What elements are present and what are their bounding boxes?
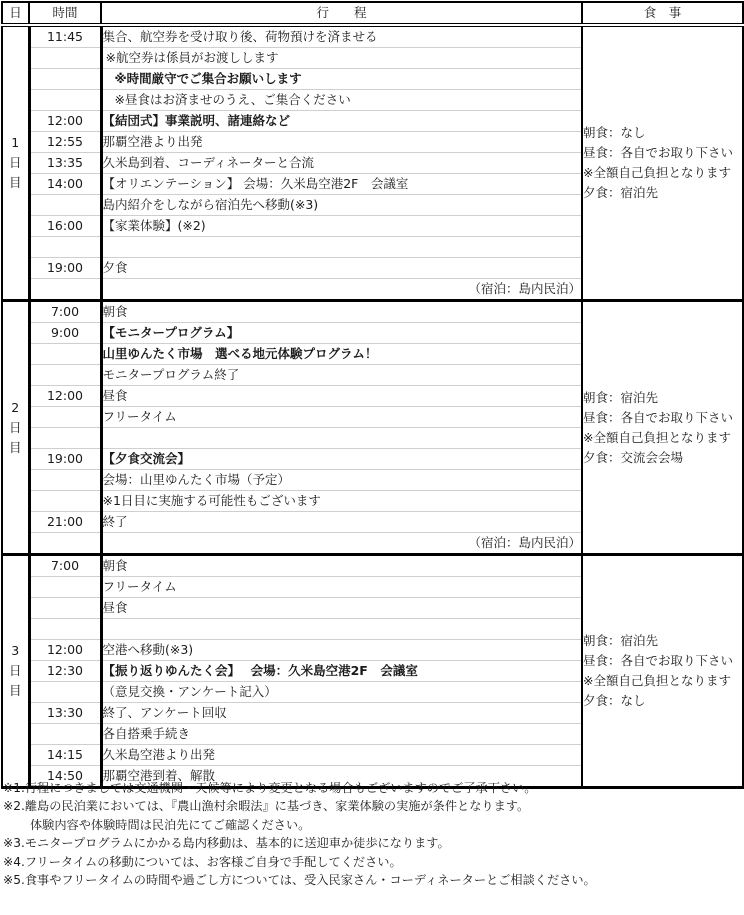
footnote-1: ※1.行程につきましては交通機関・天候等により変更となる場合もございますのでご了承下さい。	[3, 781, 537, 795]
time-cell	[29, 48, 101, 69]
itinerary-cell: 各自搭乗手続き	[101, 724, 582, 745]
time-cell	[29, 470, 101, 491]
time-cell	[29, 69, 101, 90]
time-cell	[29, 491, 101, 512]
time-cell	[29, 365, 101, 386]
itinerary-cell	[101, 428, 582, 449]
time-cell	[29, 598, 101, 619]
time-cell: 7:00	[29, 555, 101, 577]
itinerary-cell: 終了	[101, 512, 582, 533]
meal-lunch: 昼食：各自でお取り下さい	[583, 409, 734, 425]
itinerary-cell: 【モニタープログラム】	[101, 323, 582, 344]
itinerary-cell: 夕食	[101, 258, 582, 279]
itinerary-cell	[101, 237, 582, 258]
time-cell	[29, 407, 101, 428]
itinerary-cell: フリータイム	[101, 577, 582, 598]
itinerary-cell: 空港へ移動(※3)	[101, 640, 582, 661]
meal-breakfast: 朝食：なし	[583, 125, 646, 140]
itinerary-cell: （意見交換・アンケート記入）	[101, 682, 582, 703]
time-cell: 19:00	[29, 449, 101, 470]
itinerary-cell: 久米島空港より出発	[101, 745, 582, 766]
footnote-4: ※4.フリータイムの移動については、お客様ご自身で手配してください。	[3, 854, 402, 869]
itinerary-cell: 昼食	[101, 386, 582, 407]
day-char: 日	[8, 155, 22, 170]
meals-cell	[582, 555, 743, 788]
time-cell: 12:00	[29, 640, 101, 661]
itinerary-cell: 【オリエンテーション】 会場：久米島空港2F 会議室	[101, 174, 582, 195]
schedule-table	[1, 1, 744, 789]
meals-cell	[582, 301, 743, 555]
time-cell	[29, 682, 101, 703]
itinerary-cell: 朝食	[101, 555, 582, 577]
itinerary-cell: 昼食	[101, 598, 582, 619]
time-cell	[29, 724, 101, 745]
time-cell: 13:35	[29, 153, 101, 174]
day-char: 目	[8, 439, 22, 455]
itinerary-cell: モニタープログラム終了	[101, 365, 582, 386]
itinerary-cell: 終了、アンケート回収	[101, 703, 582, 724]
itinerary-cell: フリータイム	[101, 407, 582, 428]
time-cell: 11:45	[29, 25, 101, 48]
meal-dinner: 夕食：なし	[583, 693, 646, 708]
time-cell: 12:00	[29, 386, 101, 407]
itinerary-cell: 【家業体験】(※2)	[101, 216, 582, 237]
day-1-block	[2, 25, 743, 301]
header-day: 日	[2, 2, 29, 25]
meals-cell	[582, 25, 743, 301]
time-cell	[29, 195, 101, 216]
time-cell: 12:00	[29, 111, 101, 132]
itinerary-cell: 朝食	[101, 301, 582, 323]
itinerary-cell: 集合、航空券を受け取り後、荷物預けを済ませる	[101, 25, 582, 48]
time-cell	[29, 428, 101, 449]
day-char: 日	[8, 663, 22, 678]
time-cell: 14:50	[29, 766, 101, 788]
day-label	[2, 25, 29, 301]
itinerary-cell: 会場：山里ゆんたく市場（予定）	[101, 470, 582, 491]
time-cell	[29, 90, 101, 111]
meal-breakfast: 朝食：宿泊先	[583, 389, 659, 405]
header-row	[2, 2, 743, 25]
footnote-2: ※2.離島の民泊業においては、『農山漁村余暇法』に基づき、家業体験の実施が条件となります。	[3, 799, 530, 814]
time-cell: 21:00	[29, 512, 101, 533]
lodging-note: （宿泊：島内民泊）	[101, 533, 582, 555]
time-cell: 12:55	[29, 132, 101, 153]
meal-note: ※全額自己負担となります	[583, 673, 731, 688]
itinerary-sheet	[1, 1, 742, 789]
itinerary-cell: 島内紹介をしながら宿泊先へ移動(※3)	[101, 195, 582, 216]
itinerary-cell: 那覇空港より出発	[101, 132, 582, 153]
table-row	[2, 301, 743, 323]
day-number: 1	[11, 135, 20, 150]
day-char: 目	[8, 683, 22, 698]
time-cell: 9:00	[29, 323, 101, 344]
meal-note: ※全額自己負担となります	[583, 165, 731, 180]
time-cell: 12:30	[29, 661, 101, 682]
itinerary-cell: ※昼食はお済ませのうえ、ご集合ください	[101, 90, 582, 111]
time-cell: 14:00	[29, 174, 101, 195]
itinerary-cell	[101, 619, 582, 640]
meal-lunch: 昼食：各自でお取り下さい	[583, 653, 734, 668]
itinerary-cell: ※航空券は係員がお渡しします	[101, 48, 582, 69]
footnotes	[3, 779, 596, 889]
time-cell	[29, 577, 101, 598]
itinerary-cell: ※1日目に実施する可能性もございます	[101, 491, 582, 512]
header-time: 時間	[29, 2, 101, 25]
meal-dinner: 夕食：交流会会場	[583, 449, 684, 465]
lodging-note: （宿泊：島内民泊）	[101, 279, 582, 301]
meal-note: ※全額自己負担となります	[583, 429, 731, 445]
day-2-block	[2, 301, 743, 555]
day-number: 3	[11, 643, 20, 658]
header-meals: 食 事	[582, 2, 743, 25]
itinerary-cell: 【振り返りゆんたく会】 会場：久米島空港2F 会議室	[101, 661, 582, 682]
day-number: 2	[11, 399, 20, 415]
header-itinerary: 行 程	[101, 2, 582, 25]
itinerary-cell: 久米島到着、コーディネーターと合流	[101, 153, 582, 174]
day-char: 目	[8, 175, 22, 190]
footnote-5: ※5.食事やフリータイムの時間や過ごし方については、受入民家さん・コーディネーターとご相談ください。	[3, 873, 596, 888]
day-3-block	[2, 555, 743, 788]
itinerary-cell: 山里ゆんたく市場 選べる地元体験プログラム！	[101, 344, 582, 365]
time-cell: 7:00	[29, 301, 101, 323]
itinerary-cell: ※時間厳守でご集合お願いします	[101, 69, 582, 90]
time-cell	[29, 237, 101, 258]
meal-lunch: 昼食：各自でお取り下さい	[583, 145, 734, 160]
time-cell: 14:15	[29, 745, 101, 766]
time-cell: 19:00	[29, 258, 101, 279]
footnote-3: ※3.モニタープログラムにかかる島内移動は、基本的に送迎車か徒歩になります。	[3, 836, 450, 851]
time-cell: 16:00	[29, 216, 101, 237]
day-label	[2, 301, 29, 555]
day-label	[2, 555, 29, 788]
time-cell	[29, 344, 101, 365]
time-cell: 13:30	[29, 703, 101, 724]
day-char: 日	[8, 419, 22, 435]
itinerary-cell: 【結団式】事業説明、諸連絡など	[101, 111, 582, 132]
meal-dinner: 夕食：宿泊先	[583, 185, 659, 200]
itinerary-cell: 那覇空港到着、解散	[101, 766, 582, 788]
time-cell	[29, 279, 101, 301]
meal-breakfast: 朝食：宿泊先	[583, 633, 659, 648]
time-cell	[29, 533, 101, 555]
itinerary-cell: 【夕食交流会】	[101, 449, 582, 470]
table-row	[2, 555, 743, 577]
time-cell	[29, 619, 101, 640]
footnote-2-continued: 体験内容や体験時間は民泊先にてご確認ください。	[30, 817, 311, 832]
table-row	[2, 25, 743, 48]
